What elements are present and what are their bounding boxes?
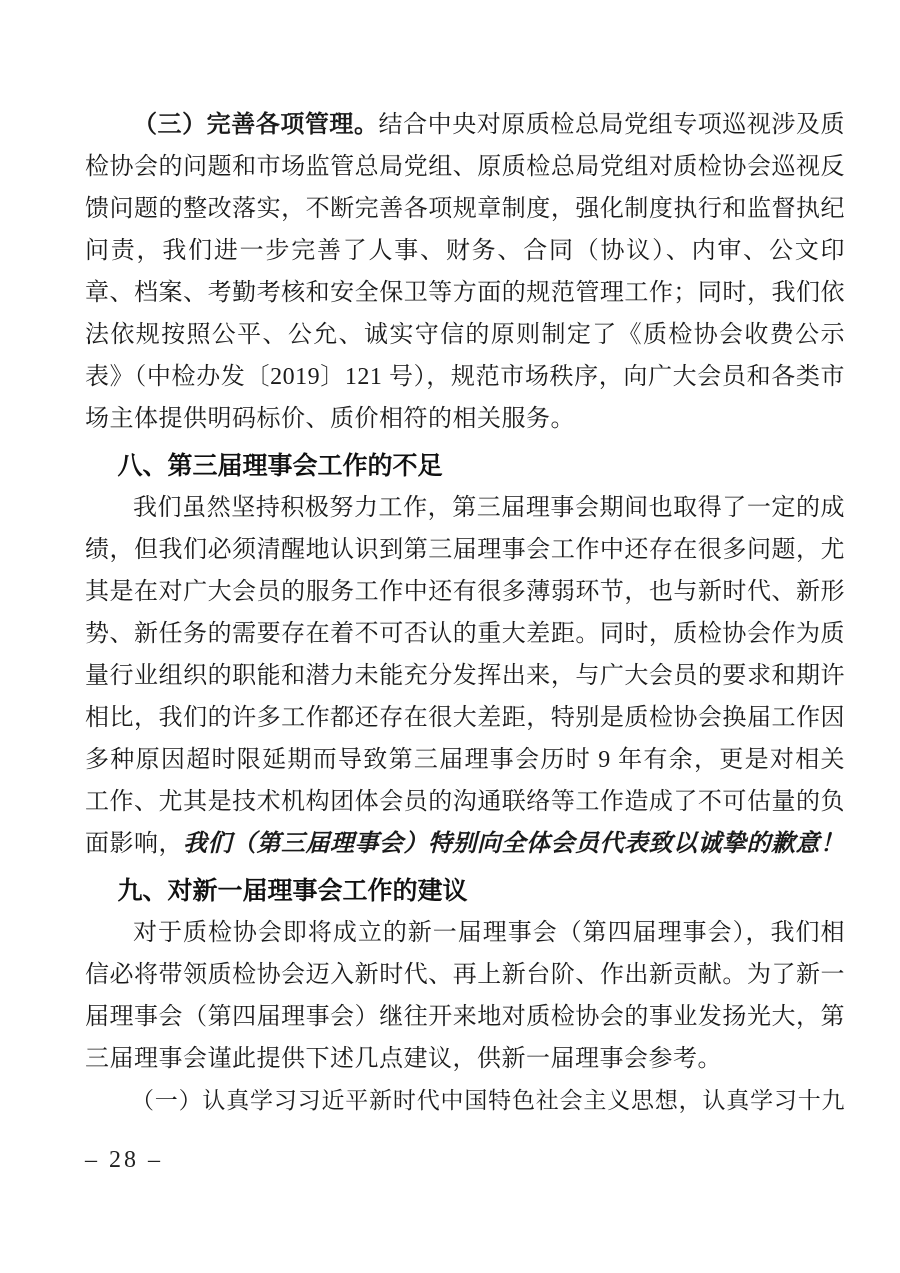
paragraph-shortcomings-body: 我们虽然坚持积极努力工作，第三届理事会期间也取得了一定的成绩，但我们必须清醒地认识到第三届理事会工作中还存在很多问题，尤其是在对广大会员的服务工作中还有很多薄弱环节，也与新时代、新形势、新任务的需要存在着不可否认的重大差距。同时，质检协会作为质量行业组织的职能和潜力未能充分发挥出来，与广大会员的要求和期许相比，我们的许多工作都还存在很大差距，特别是质检协会换届工作因多种原因超时限延期而导致第三届理事会历时 9 年有余，更是对相关工作、尤其是技术机构团体会员的沟通联络等工作造成了不可估量的负面影响， — [85, 495, 845, 857]
apology-emphasis: 我们（第三届理事会）特别向全体会员代表致以诚挚的歉意！ — [183, 831, 845, 857]
paragraph-suggestions: 对于质检协会即将成立的新一届理事会（第四届理事会），我们相信必将带领质检协会迈入新时代、再上新台阶、作出新贡献。为了新一届理事会（第四届理事会）继往开来地对质检协会的事业发扬光大，第三届理事会谨此提供下述几点建议，供新一届理事会参考。 — [85, 920, 845, 1072]
page-number: – 28 – — [85, 1147, 163, 1173]
paragraph-shortcomings — [85, 487, 845, 865]
heading-section-8: 八、第三届理事会工作的不足 — [117, 452, 443, 480]
paragraph-management — [85, 104, 845, 440]
paragraph-management-body: 结合中央对原质检总局党组专项巡视涉及质检协会的问题和市场监管总局党组、原质检总局党组对质检协会巡视反馈问题的整改落实，不断完善各项规章制度，强化制度执行和监督执纪问责，我们进一步完善了人事、财务、合同（协议）、内审、公文印章、档案、考勤考核和安全保卫等方面的规范管理工作；同时，我们依法依规按照公平、公允、诚实守信的原则制定了《质检协会收费公示表》（中检办发〔2019〕121 号），规范市场秩序，向广大会员和各类市场主体提供明码标价、质价相符的相关服务。 — [85, 112, 846, 432]
paragraph-study: （一）认真学习习近平新时代中国特色社会主义思想，认真学习十九 — [131, 1088, 845, 1113]
paragraph-management-lead: （三）完善各项管理。 — [133, 112, 379, 138]
heading-section-9: 九、对新一届理事会工作的建议 — [117, 877, 468, 905]
